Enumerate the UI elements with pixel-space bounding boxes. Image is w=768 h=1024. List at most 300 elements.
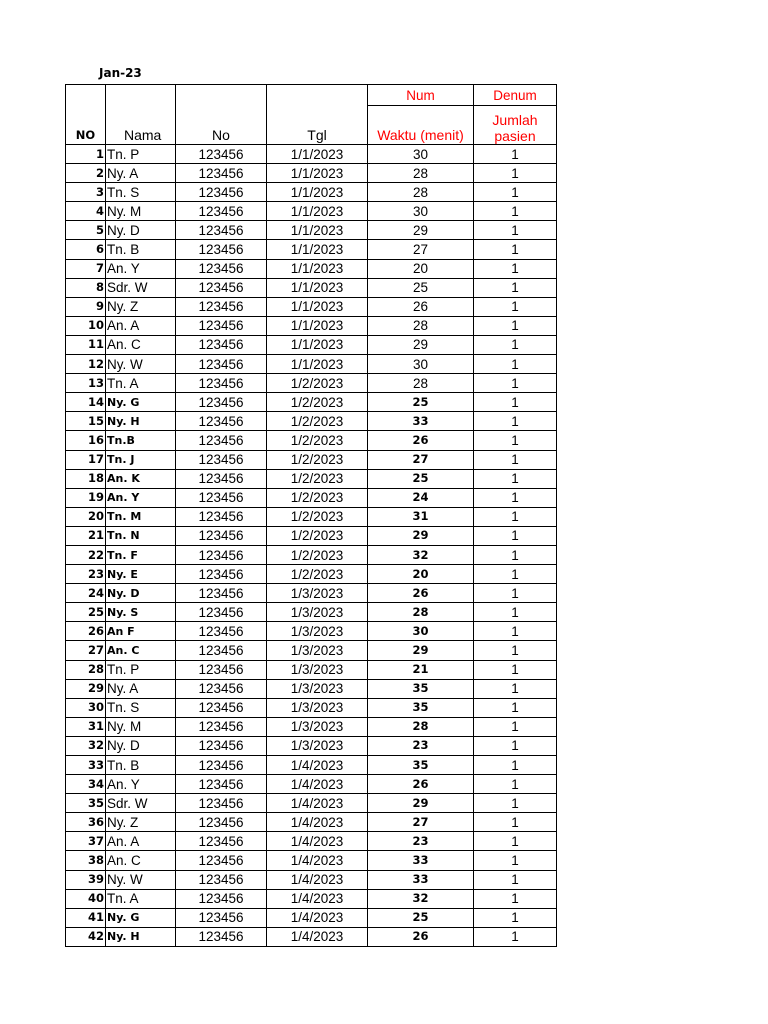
cell-rm: 123456: [176, 297, 267, 316]
cell-nama: An. A: [106, 832, 176, 851]
cell-no: 22: [66, 545, 106, 564]
cell-no: 28: [66, 660, 106, 679]
table-row: [66, 603, 557, 622]
cell-jumlah: 1: [474, 145, 557, 164]
cell-no: 32: [66, 736, 106, 755]
table-row: [66, 927, 557, 946]
cell-nama: An F: [106, 622, 176, 641]
cell-rm: 123456: [176, 775, 267, 794]
cell-jumlah: 1: [474, 698, 557, 717]
cell-waktu: 28: [368, 717, 474, 736]
cell-jumlah: 1: [474, 259, 557, 278]
cell-no: 1: [66, 145, 106, 164]
cell-no: 29: [66, 679, 106, 698]
cell-waktu: 35: [368, 756, 474, 775]
cell-jumlah: 1: [474, 736, 557, 755]
cell-no: 9: [66, 297, 106, 316]
cell-tgl: 1/1/2023: [267, 278, 368, 297]
cell-waktu: 29: [368, 221, 474, 240]
cell-rm: 123456: [176, 756, 267, 775]
cell-waktu: 28: [368, 374, 474, 393]
cell-nama: Ny. D: [106, 736, 176, 755]
cell-jumlah: 1: [474, 603, 557, 622]
cell-no: 12: [66, 355, 106, 374]
cell-tgl: 1/3/2023: [267, 717, 368, 736]
cell-jumlah: 1: [474, 488, 557, 507]
cell-jumlah: 1: [474, 355, 557, 374]
cell-tgl: 1/2/2023: [267, 393, 368, 412]
cell-jumlah: 1: [474, 221, 557, 240]
cell-nama: Tn. F: [106, 545, 176, 564]
cell-no: 41: [66, 908, 106, 927]
cell-waktu: 28: [368, 183, 474, 202]
cell-no: 38: [66, 851, 106, 870]
cell-no: 3: [66, 183, 106, 202]
cell-jumlah: 1: [474, 851, 557, 870]
cell-rm: 123456: [176, 469, 267, 488]
cell-nama: Tn. B: [106, 756, 176, 775]
cell-jumlah: 1: [474, 393, 557, 412]
cell-no: 27: [66, 641, 106, 660]
cell-rm: 123456: [176, 908, 267, 927]
col-header-rm: No: [176, 85, 267, 145]
cell-waktu: 28: [368, 316, 474, 335]
cell-jumlah: 1: [474, 870, 557, 889]
cell-waktu: 28: [368, 603, 474, 622]
cell-nama: Ny. Z: [106, 813, 176, 832]
table-row: [66, 488, 557, 507]
cell-tgl: 1/4/2023: [267, 832, 368, 851]
header-row-top: [66, 85, 557, 106]
cell-nama: Ny. H: [106, 927, 176, 946]
cell-nama: Ny. G: [106, 908, 176, 927]
cell-tgl: 1/1/2023: [267, 164, 368, 183]
cell-no: 13: [66, 374, 106, 393]
cell-nama: An. C: [106, 335, 176, 354]
cell-tgl: 1/3/2023: [267, 698, 368, 717]
cell-no: 30: [66, 698, 106, 717]
cell-nama: Tn. A: [106, 889, 176, 908]
cell-rm: 123456: [176, 507, 267, 526]
table-row: [66, 374, 557, 393]
cell-nama: Ny. W: [106, 355, 176, 374]
cell-no: 19: [66, 488, 106, 507]
table-row: [66, 545, 557, 564]
cell-nama: Sdr. W: [106, 794, 176, 813]
cell-jumlah: 1: [474, 927, 557, 946]
cell-nama: Ny. E: [106, 565, 176, 584]
cell-rm: 123456: [176, 870, 267, 889]
table-row: [66, 202, 557, 221]
cell-rm: 123456: [176, 889, 267, 908]
cell-tgl: 1/1/2023: [267, 145, 368, 164]
cell-jumlah: 1: [474, 908, 557, 927]
cell-waktu: 29: [368, 794, 474, 813]
col-header-no: NO: [66, 85, 106, 145]
cell-jumlah: 1: [474, 316, 557, 335]
cell-waktu: 33: [368, 412, 474, 431]
cell-jumlah: 1: [474, 889, 557, 908]
cell-rm: 123456: [176, 545, 267, 564]
cell-waktu: 30: [368, 202, 474, 221]
cell-nama: Ny. H: [106, 412, 176, 431]
cell-tgl: 1/4/2023: [267, 756, 368, 775]
cell-nama: Tn. A: [106, 374, 176, 393]
table-row: [66, 278, 557, 297]
cell-waktu: 27: [368, 240, 474, 259]
cell-no: 36: [66, 813, 106, 832]
cell-no: 34: [66, 775, 106, 794]
cell-rm: 123456: [176, 832, 267, 851]
table-row: [66, 660, 557, 679]
table-row: [66, 355, 557, 374]
cell-rm: 123456: [176, 259, 267, 278]
cell-waktu: 20: [368, 259, 474, 278]
table-row: [66, 908, 557, 927]
cell-tgl: 1/4/2023: [267, 851, 368, 870]
table-row: [66, 259, 557, 278]
cell-tgl: 1/1/2023: [267, 240, 368, 259]
cell-tgl: 1/2/2023: [267, 412, 368, 431]
cell-jumlah: 1: [474, 335, 557, 354]
table-row: [66, 183, 557, 202]
col-header-waktu: Waktu (menit): [368, 106, 474, 145]
col-header-jumlah: [474, 106, 557, 145]
cell-rm: 123456: [176, 183, 267, 202]
cell-tgl: 1/4/2023: [267, 927, 368, 946]
cell-waktu: 32: [368, 889, 474, 908]
cell-no: 15: [66, 412, 106, 431]
table-row: [66, 775, 557, 794]
cell-waktu: 29: [368, 335, 474, 354]
cell-tgl: 1/4/2023: [267, 870, 368, 889]
cell-rm: 123456: [176, 526, 267, 545]
table-row: [66, 794, 557, 813]
cell-jumlah: 1: [474, 717, 557, 736]
cell-tgl: 1/3/2023: [267, 622, 368, 641]
cell-rm: 123456: [176, 565, 267, 584]
cell-rm: 123456: [176, 431, 267, 450]
cell-no: 20: [66, 507, 106, 526]
cell-no: 6: [66, 240, 106, 259]
cell-nama: Tn. N: [106, 526, 176, 545]
cell-nama: Ny. Z: [106, 297, 176, 316]
cell-no: 31: [66, 717, 106, 736]
cell-rm: 123456: [176, 851, 267, 870]
table-row: [66, 297, 557, 316]
cell-nama: Tn. P: [106, 660, 176, 679]
cell-jumlah: 1: [474, 164, 557, 183]
cell-jumlah: 1: [474, 832, 557, 851]
table-row: [66, 316, 557, 335]
cell-jumlah: 1: [474, 183, 557, 202]
table-row: [66, 870, 557, 889]
table-row: [66, 450, 557, 469]
cell-no: 18: [66, 469, 106, 488]
table-row: [66, 164, 557, 183]
cell-jumlah: 1: [474, 641, 557, 660]
table-row: [66, 526, 557, 545]
cell-nama: Ny. G: [106, 393, 176, 412]
cell-nama: Tn. S: [106, 698, 176, 717]
cell-waktu: 27: [368, 813, 474, 832]
cell-rm: 123456: [176, 584, 267, 603]
cell-nama: Ny. S: [106, 603, 176, 622]
cell-tgl: 1/1/2023: [267, 355, 368, 374]
cell-rm: 123456: [176, 736, 267, 755]
cell-jumlah: 1: [474, 622, 557, 641]
cell-rm: 123456: [176, 393, 267, 412]
cell-tgl: 1/1/2023: [267, 259, 368, 278]
col-header-tgl: Tgl: [267, 85, 368, 145]
cell-jumlah: 1: [474, 756, 557, 775]
cell-no: 7: [66, 259, 106, 278]
cell-tgl: 1/2/2023: [267, 545, 368, 564]
patient-table: [65, 84, 557, 947]
cell-rm: 123456: [176, 488, 267, 507]
table-body: [66, 85, 557, 947]
col-header-num: Num: [368, 85, 474, 106]
cell-waktu: 32: [368, 545, 474, 564]
cell-rm: 123456: [176, 698, 267, 717]
cell-nama: An. C: [106, 851, 176, 870]
cell-jumlah: 1: [474, 679, 557, 698]
cell-tgl: 1/1/2023: [267, 297, 368, 316]
cell-nama: Tn. M: [106, 507, 176, 526]
cell-no: 25: [66, 603, 106, 622]
cell-waktu: 35: [368, 698, 474, 717]
cell-rm: 123456: [176, 240, 267, 259]
cell-rm: 123456: [176, 145, 267, 164]
cell-waktu: 26: [368, 775, 474, 794]
cell-jumlah: 1: [474, 412, 557, 431]
cell-waktu: 35: [368, 679, 474, 698]
cell-jumlah: 1: [474, 240, 557, 259]
cell-no: 40: [66, 889, 106, 908]
cell-waktu: 23: [368, 736, 474, 755]
cell-waktu: 21: [368, 660, 474, 679]
cell-no: 33: [66, 756, 106, 775]
cell-no: 37: [66, 832, 106, 851]
cell-rm: 123456: [176, 278, 267, 297]
cell-nama: Sdr. W: [106, 278, 176, 297]
cell-nama: Tn. S: [106, 183, 176, 202]
cell-nama: An. Y: [106, 488, 176, 507]
cell-tgl: 1/2/2023: [267, 431, 368, 450]
table-row: [66, 393, 557, 412]
table-row: [66, 698, 557, 717]
table-row: [66, 717, 557, 736]
cell-nama: Ny. A: [106, 164, 176, 183]
cell-rm: 123456: [176, 794, 267, 813]
cell-tgl: 1/1/2023: [267, 221, 368, 240]
cell-no: 23: [66, 565, 106, 584]
cell-rm: 123456: [176, 202, 267, 221]
cell-waktu: 25: [368, 393, 474, 412]
cell-jumlah: 1: [474, 813, 557, 832]
cell-tgl: 1/3/2023: [267, 641, 368, 660]
cell-jumlah: 1: [474, 278, 557, 297]
cell-tgl: 1/4/2023: [267, 794, 368, 813]
table-row: [66, 145, 557, 164]
cell-nama: An. Y: [106, 775, 176, 794]
cell-jumlah: 1: [474, 469, 557, 488]
cell-nama: Tn. J: [106, 450, 176, 469]
cell-nama: Ny. M: [106, 717, 176, 736]
cell-nama: An. A: [106, 316, 176, 335]
cell-no: 39: [66, 870, 106, 889]
cell-jumlah: 1: [474, 450, 557, 469]
cell-nama: An. C: [106, 641, 176, 660]
cell-no: 10: [66, 316, 106, 335]
table-row: [66, 240, 557, 259]
table-row: [66, 335, 557, 354]
table-row: [66, 431, 557, 450]
cell-waktu: 29: [368, 641, 474, 660]
cell-nama: Ny. A: [106, 679, 176, 698]
cell-waktu: 26: [368, 297, 474, 316]
cell-rm: 123456: [176, 603, 267, 622]
cell-jumlah: 1: [474, 565, 557, 584]
table-row: [66, 584, 557, 603]
cell-waktu: 20: [368, 565, 474, 584]
cell-nama: An. Y: [106, 259, 176, 278]
cell-nama: An. K: [106, 469, 176, 488]
cell-rm: 123456: [176, 927, 267, 946]
cell-waktu: 30: [368, 622, 474, 641]
cell-waktu: 25: [368, 908, 474, 927]
cell-tgl: 1/1/2023: [267, 183, 368, 202]
cell-waktu: 31: [368, 507, 474, 526]
cell-jumlah: 1: [474, 374, 557, 393]
cell-nama: Ny. M: [106, 202, 176, 221]
cell-tgl: 1/3/2023: [267, 603, 368, 622]
cell-tgl: 1/2/2023: [267, 469, 368, 488]
cell-no: 4: [66, 202, 106, 221]
col-header-denum: Denum: [474, 85, 557, 106]
cell-tgl: 1/3/2023: [267, 679, 368, 698]
cell-rm: 123456: [176, 450, 267, 469]
table-row: [66, 832, 557, 851]
table-row: [66, 412, 557, 431]
table-row: [66, 507, 557, 526]
month-label: Jan-23: [99, 66, 142, 80]
cell-no: 5: [66, 221, 106, 240]
cell-no: 26: [66, 622, 106, 641]
cell-no: 35: [66, 794, 106, 813]
cell-jumlah: 1: [474, 507, 557, 526]
table-row: [66, 851, 557, 870]
cell-jumlah: 1: [474, 526, 557, 545]
cell-nama: Ny. D: [106, 221, 176, 240]
table-row: [66, 756, 557, 775]
cell-tgl: 1/4/2023: [267, 908, 368, 927]
col-header-jumlah-line2: pasien: [494, 128, 536, 144]
cell-waktu: 26: [368, 431, 474, 450]
cell-rm: 123456: [176, 641, 267, 660]
cell-waktu: 25: [368, 469, 474, 488]
cell-tgl: 1/1/2023: [267, 202, 368, 221]
col-header-nama: Nama: [106, 85, 176, 145]
cell-rm: 123456: [176, 335, 267, 354]
cell-rm: 123456: [176, 221, 267, 240]
cell-no: 2: [66, 164, 106, 183]
cell-no: 8: [66, 278, 106, 297]
cell-nama: Tn. B: [106, 240, 176, 259]
cell-tgl: 1/2/2023: [267, 565, 368, 584]
cell-waktu: 30: [368, 145, 474, 164]
cell-no: 21: [66, 526, 106, 545]
cell-rm: 123456: [176, 679, 267, 698]
cell-tgl: 1/2/2023: [267, 507, 368, 526]
cell-tgl: 1/2/2023: [267, 526, 368, 545]
col-header-jumlah-line1: Jumlah: [492, 112, 538, 128]
cell-waktu: 25: [368, 278, 474, 297]
cell-tgl: 1/1/2023: [267, 335, 368, 354]
cell-tgl: 1/3/2023: [267, 584, 368, 603]
cell-waktu: 24: [368, 488, 474, 507]
table-row: [66, 679, 557, 698]
table-row: [66, 889, 557, 908]
cell-jumlah: 1: [474, 794, 557, 813]
cell-no: 42: [66, 927, 106, 946]
cell-rm: 123456: [176, 622, 267, 641]
table-row: [66, 221, 557, 240]
cell-nama: Tn. P: [106, 145, 176, 164]
cell-nama: Tn.B: [106, 431, 176, 450]
cell-tgl: 1/2/2023: [267, 374, 368, 393]
cell-waktu: 29: [368, 526, 474, 545]
cell-nama: Ny. D: [106, 584, 176, 603]
table-row: [66, 469, 557, 488]
cell-no: 17: [66, 450, 106, 469]
cell-tgl: 1/1/2023: [267, 316, 368, 335]
cell-rm: 123456: [176, 660, 267, 679]
cell-jumlah: 1: [474, 775, 557, 794]
cell-no: 14: [66, 393, 106, 412]
cell-tgl: 1/3/2023: [267, 736, 368, 755]
cell-rm: 123456: [176, 355, 267, 374]
table-row: [66, 736, 557, 755]
cell-waktu: 27: [368, 450, 474, 469]
cell-no: 11: [66, 335, 106, 354]
cell-tgl: 1/4/2023: [267, 813, 368, 832]
cell-tgl: 1/3/2023: [267, 660, 368, 679]
table-row: [66, 565, 557, 584]
cell-jumlah: 1: [474, 584, 557, 603]
cell-jumlah: 1: [474, 297, 557, 316]
cell-no: 16: [66, 431, 106, 450]
table-row: [66, 641, 557, 660]
cell-waktu: 33: [368, 851, 474, 870]
cell-tgl: 1/2/2023: [267, 450, 368, 469]
cell-jumlah: 1: [474, 431, 557, 450]
cell-waktu: 26: [368, 927, 474, 946]
cell-waktu: 26: [368, 584, 474, 603]
cell-rm: 123456: [176, 813, 267, 832]
table-row: [66, 622, 557, 641]
cell-no: 24: [66, 584, 106, 603]
cell-tgl: 1/2/2023: [267, 488, 368, 507]
cell-nama: Ny. W: [106, 870, 176, 889]
cell-jumlah: 1: [474, 202, 557, 221]
cell-tgl: 1/4/2023: [267, 889, 368, 908]
cell-rm: 123456: [176, 412, 267, 431]
cell-jumlah: 1: [474, 660, 557, 679]
cell-waktu: 28: [368, 164, 474, 183]
cell-rm: 123456: [176, 164, 267, 183]
cell-rm: 123456: [176, 717, 267, 736]
